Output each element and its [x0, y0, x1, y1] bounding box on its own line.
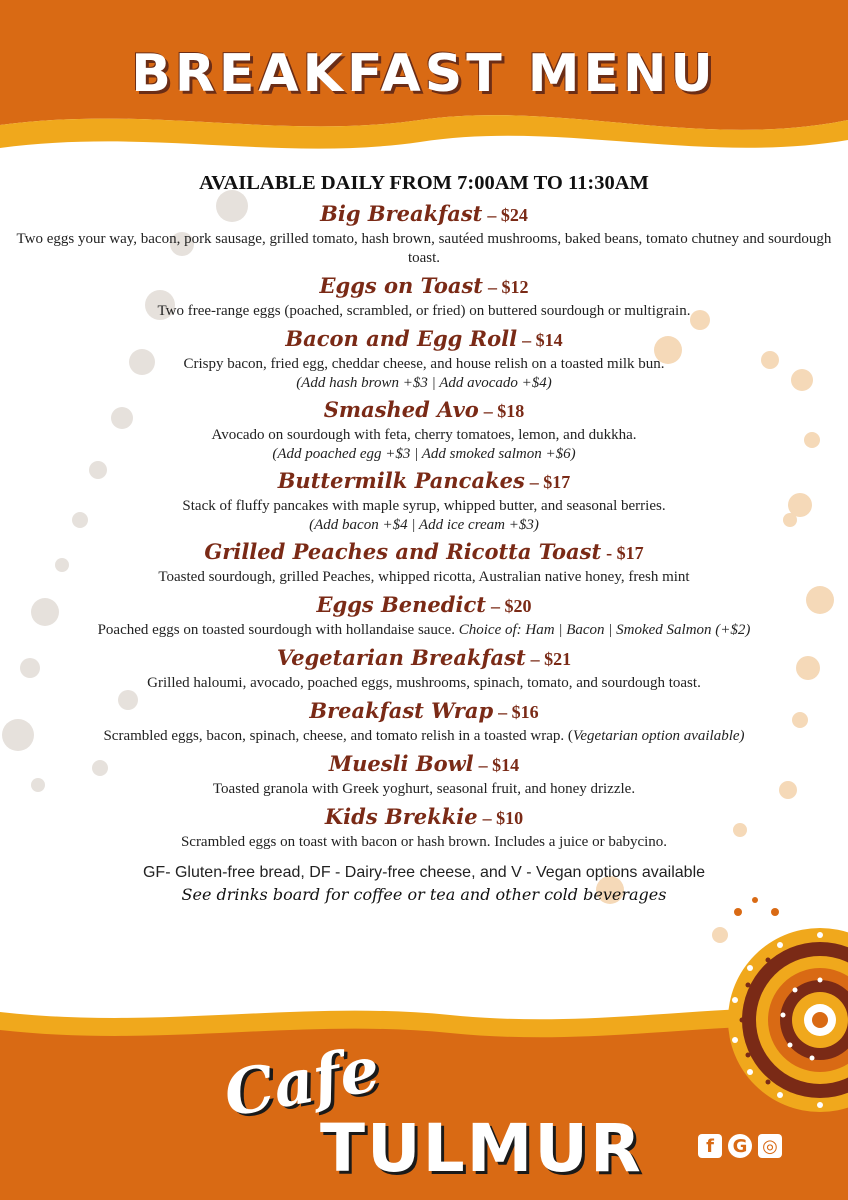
menu-item-name: Buttermilk Pancakes	[277, 468, 525, 493]
menu-item-description-line	[0, 833, 848, 852]
menu-item-name: Eggs Benedict	[316, 592, 486, 617]
menu-item-name: Bacon and Egg Roll	[285, 326, 518, 351]
menu-item	[0, 802, 848, 852]
menu-item-header	[0, 749, 848, 780]
menu-item-price: – $14	[478, 755, 520, 775]
menu-item-price: – $18	[483, 401, 525, 421]
menu-item	[0, 590, 848, 640]
menu-item-price: – $24	[487, 205, 528, 225]
menu-item-header	[0, 537, 848, 568]
menu-item-name: Smashed Avo	[323, 397, 479, 422]
menu-item-description-line	[0, 497, 848, 516]
google-icon[interactable]: G	[728, 1134, 752, 1158]
menu-item-addons: (Add hash brown +$3 | Add avocado +$4)	[296, 375, 552, 391]
menu-item	[0, 199, 848, 268]
menu-item	[0, 696, 848, 746]
menu-item	[0, 749, 848, 799]
menu-item-price: – $17	[529, 472, 571, 492]
menu-item-price: - $17	[606, 543, 644, 563]
menu-item-name: Breakfast Wrap	[309, 698, 494, 723]
menu-item-description: Two free-range eggs (poached, scrambled, or fried) on buttered sourdough or multigrain.	[157, 303, 691, 319]
menu-item	[0, 643, 848, 693]
menu-item-options: Choice of: Ham | Bacon | Smoked Salmon (+$2)	[458, 622, 751, 638]
menu-item-description: Poached eggs on toasted sourdough with hollandaise sauce.	[97, 622, 455, 638]
menu-item-description: Toasted granola with Greek yoghurt, seasonal fruit, and honey drizzle.	[212, 781, 636, 797]
menu-item-description-line	[0, 780, 848, 799]
availability-heading: AVAILABLE DAILY FROM 7:00AM TO 11:30AM	[199, 172, 649, 194]
menu-item-header	[0, 643, 848, 674]
menu-item-description: Stack of fluffy pancakes with maple syrup, whipped butter, and seasonal berries.	[182, 498, 666, 514]
menu-item-description: Toasted sourdough, grilled Peaches, whipped ricotta, Australian native honey, fresh mint	[158, 569, 690, 585]
menu-item	[0, 395, 848, 463]
facebook-icon[interactable]: f	[698, 1134, 722, 1158]
menu-item-description-line	[0, 302, 848, 321]
menu-item-description: Crispy bacon, fried egg, cheddar cheese, and house relish on a toasted milk bun.	[183, 356, 665, 372]
menu-item-addons: (Add poached egg +$3 | Add smoked salmon +$6)	[272, 446, 576, 462]
menu-item-header	[0, 802, 848, 833]
menu-item	[0, 537, 848, 587]
menu-title: BREAKFAST MENU	[131, 44, 717, 104]
logo-name-text: TULMUR	[320, 1110, 643, 1187]
menu-item-name: Vegetarian Breakfast	[276, 645, 526, 670]
menu-item-price: – $12	[487, 277, 529, 297]
menu-item-description: Two eggs your way, bacon, pork sausage, grilled tomato, hash brown, sautéed mushrooms, baked beans, tomato chutney and sourdough toast.	[16, 231, 832, 266]
menu-item-name: Muesli Bowl	[328, 751, 474, 776]
menu-item-header	[0, 395, 848, 426]
menu-item	[0, 324, 848, 392]
menu-item	[0, 466, 848, 534]
menu-item-description-line	[0, 355, 848, 374]
menu-item	[0, 271, 848, 321]
menu-item-header	[0, 271, 848, 302]
menu-item-list	[0, 199, 848, 852]
menu-item-description: Scrambled eggs, bacon, spinach, cheese, and tomato relish in a toasted wrap. (	[103, 728, 573, 744]
menu-item-name: Kids Brekkie	[324, 804, 478, 829]
menu-item-description-line	[0, 230, 848, 268]
menu-item-price: – $14	[522, 330, 563, 350]
logo-cafe-text: Cafe	[218, 1032, 385, 1131]
menu-item-addons: (Add bacon +$4 | Add ice cream +$3)	[309, 517, 539, 533]
menu-item-description-line	[0, 727, 848, 746]
menu-item-description-line	[0, 621, 848, 640]
menu-item-name: Eggs on Toast	[319, 273, 483, 298]
menu-item-description: Scrambled eggs on toast with bacon or hash brown. Includes a juice or babycino.	[180, 834, 668, 850]
menu-item-header	[0, 696, 848, 727]
menu-item-description-line	[0, 674, 848, 693]
social-links	[698, 1134, 782, 1158]
menu-item-name: Grilled Peaches and Ricotta Toast	[204, 539, 602, 564]
menu-item-description-line	[0, 426, 848, 445]
menu-item-header	[0, 590, 848, 621]
menu-item-description-line	[0, 568, 848, 587]
menu-item-options: Vegetarian option available)	[572, 728, 745, 744]
menu-item-header	[0, 466, 848, 497]
menu-item-name: Big Breakfast	[320, 201, 483, 226]
dietary-note: GF- Gluten-free bread, DF - Dairy-free cheese, and V - Vegan options available	[142, 864, 706, 881]
menu-content	[0, 172, 848, 904]
drinks-note: See drinks board for coffee or tea and other cold beverages	[181, 885, 667, 904]
menu-item-header	[0, 199, 848, 230]
menu-item-description: Avocado on sourdough with feta, cherry tomatoes, lemon, and dukkha.	[211, 427, 637, 443]
menu-item-header	[0, 324, 848, 355]
menu-item-price: – $10	[482, 808, 524, 828]
menu-item-price: – $20	[490, 596, 532, 616]
menu-item-price: – $16	[498, 702, 539, 722]
menu-item-price: – $21	[530, 649, 572, 669]
instagram-icon[interactable]: ◎	[758, 1134, 782, 1158]
menu-item-description: Grilled haloumi, avocado, poached eggs, mushrooms, spinach, tomato, and sourdough toast.	[147, 675, 701, 691]
